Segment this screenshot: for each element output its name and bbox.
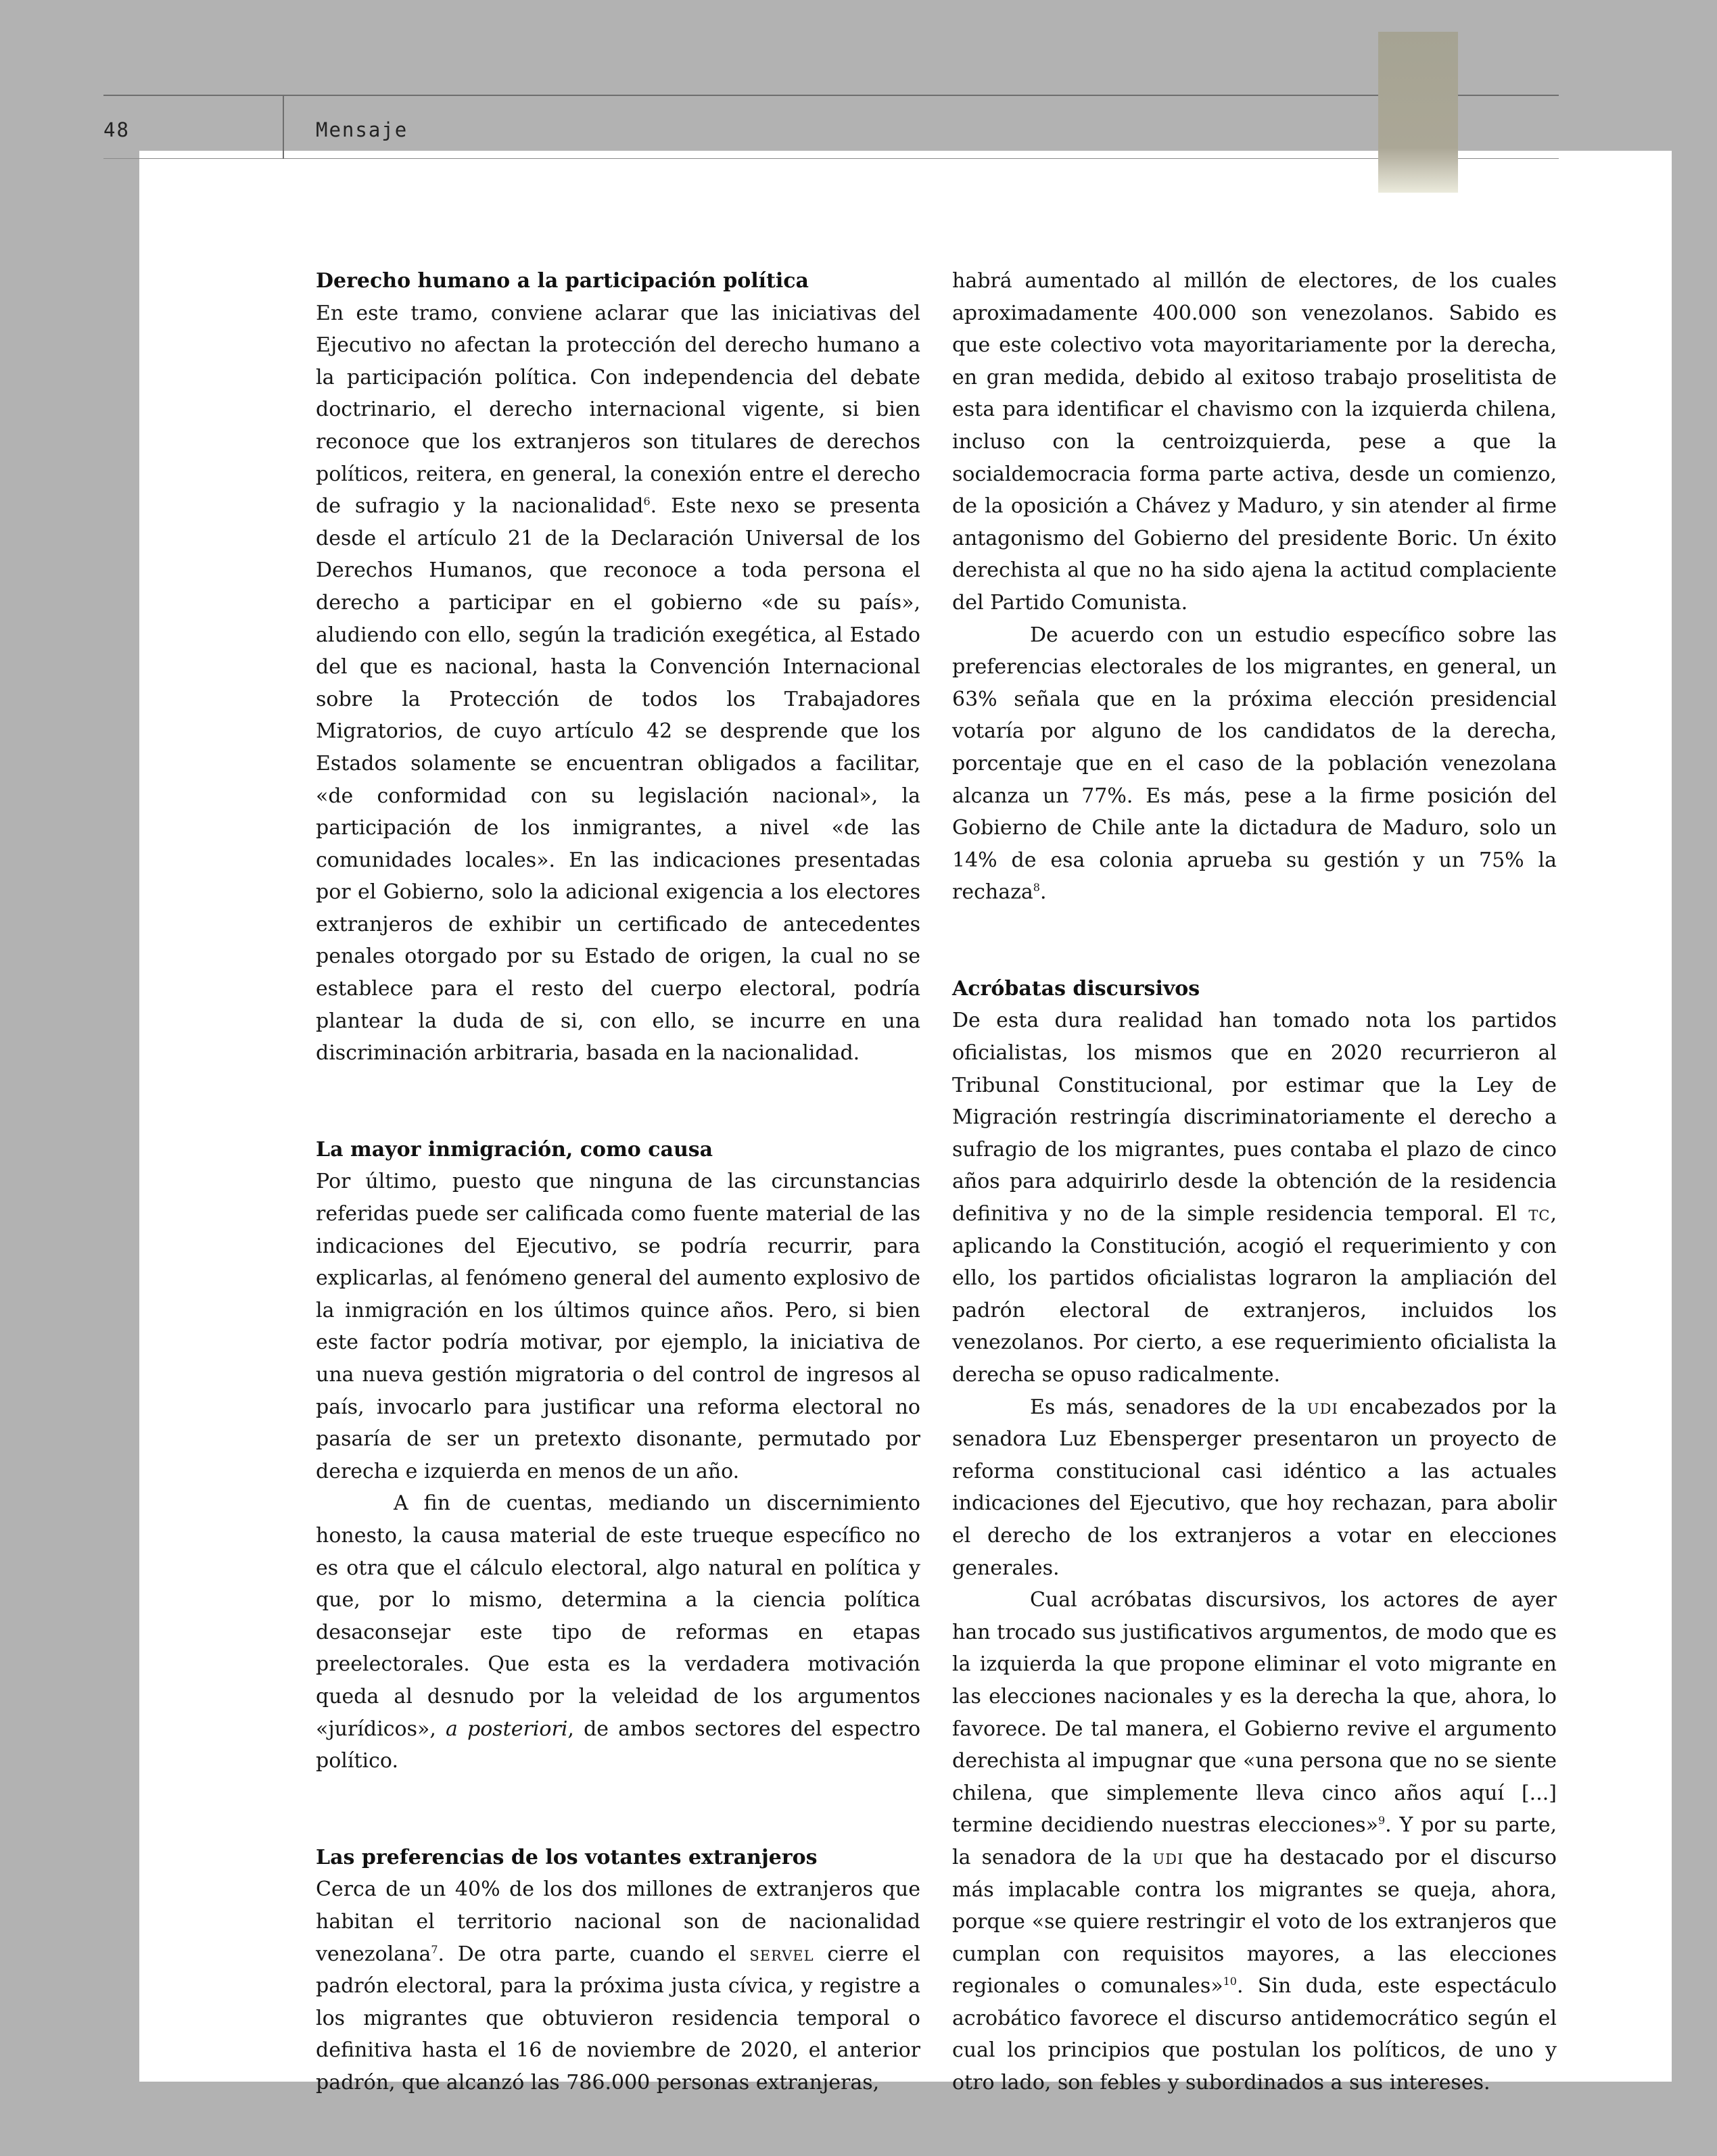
color-tab	[1378, 32, 1458, 193]
running-head: Mensaje	[316, 118, 408, 141]
acronym: udi	[1307, 1395, 1338, 1419]
footnote-ref[interactable]: 7	[431, 1942, 438, 1956]
section-heading: Acróbatas discursivos	[952, 976, 1200, 1001]
section-heading: La mayor inmigración, como causa	[316, 1137, 713, 1161]
section-gap	[316, 1070, 920, 1134]
footnote-ref[interactable]: 6	[643, 495, 651, 508]
header-rule-top	[103, 95, 1559, 96]
page-number: 48	[103, 118, 130, 141]
section-gap	[316, 1777, 920, 1842]
header-rule-bottom	[103, 158, 1559, 159]
acronym: udi	[1152, 1845, 1184, 1869]
italic-term: a posteriori	[446, 1717, 568, 1741]
footnote-ref[interactable]: 8	[1033, 881, 1040, 894]
right-column	[952, 265, 1557, 2099]
paragraph: Cual acróbatas discursivos, los actores de ayer han trocado sus justificativos argumentos, de modo que es la izquierda la que propone eliminar el voto migrante en las elecciones nacionales y es la derecha la que, ahora, lo favorece. De tal manera, el Gobierno revive el argumento derechista al impugnar que «una persona que no se siente chilena, que simplemente lleva cinco años aquí [...] termine decidiendo nuestras elecciones»$^9$. Y por su parte, la senadora de la udi que ha destacado por el discurso más implacable contra los migrantes se queja, ahora, porque «se quiere restringir el voto de los extranjeros que cumplan con requisitos mayores, a las elecciones regionales o comunales»$^{10}$. Sin duda, este espectáculo acrobático favorece el discurso antidemocrático según el cual los principios que postulan los políticos, de uno y otro lado, son febles y subordinados a sus intereses.	[952, 1588, 1557, 2095]
paragraph: habrá aumentado al millón de electores, de los cuales aproximadamente 400.000 son venezolanos. Sabido es que este colectivo vota mayoritariamente por la derecha, en gran medida, debido al exitoso trabajo proselitista de esta para identificar el chavismo con la izquierda chilena, incluso con la centroizquierda, pese a que la socialdemocracia forma parte activa, desde un comienzo, de la oposición a Chávez y Maduro, y sin atender al firme antagonismo del Gobierno del presidente Boric. Un éxito derechista al que no ha sido ajena la actitud complaciente del Partido Comunista.	[952, 269, 1557, 615]
section-heading: Derecho humano a la participación política	[316, 269, 809, 293]
acronym: servel	[749, 1942, 814, 1966]
paragraph: Cerca de un 40% de los dos millones de extranjeros que habitan el territorio nacional son de nacionalidad venezolana$^7$. De otra parte, cuando el servel cierre el padrón electoral, para la próxima justa cívica, y registre a los migrantes que obtuvieron residencia temporal o definitiva hasta el 16 de noviembre de 2020, el anterior padrón, que alcanzó las 786.000 personas extranjeras,	[316, 1877, 920, 2094]
paragraph: De esta dura realidad han tomado nota los partidos oficialistas, los mismos que en 2020 recurrieron al Tribunal Constitucional, por estimar que la Ley de Migración restringía discriminatoriamente el derecho a sufragio de los migrantes, pues contaba el plazo de cinco años para adquirirlo desde la obtención de la residencia definitiva y no de la simple residencia temporal. El tc, aplicando la Constitución, acogió el requerimiento y con ello, los partidos oficialistas lograron la ampliación del padrón electoral de extranjeros, incluidos los venezolanos. Por cierto, a ese requerimiento oficialista la derecha se opuso radicalmente.	[952, 1009, 1557, 1387]
header-divider	[283, 95, 284, 159]
left-column	[316, 265, 920, 2099]
footnote-ref[interactable]: 9	[1378, 1814, 1386, 1827]
footnote-ref[interactable]: 10	[1223, 1975, 1237, 1988]
paragraph: Es más, senadores de la udi encabezados por la senadora Luz Ebensperger presentaron un proyecto de reforma constitucional casi idéntico a las actuales indicaciones del Ejecutivo, que hoy rechazan, para abolir el derecho de los extranjeros a votar en elecciones generales.	[952, 1395, 1557, 1580]
section-gap	[952, 909, 1557, 973]
section-heading: Las preferencias de los votantes extranjeros	[316, 1845, 818, 1869]
acronym: tc	[1528, 1202, 1551, 1226]
paragraph: De acuerdo con un estudio específico sobre las preferencias electorales de los migrantes, en general, un 63% señala que en la próxima elección presidencial votaría por alguno de los candidatos de la derecha, porcentaje que en el caso de la población venezolana alcanza un 77%. Es más, pese a la firme posición del Gobierno de Chile ante la dictadura de Maduro, solo un 14% de esa colonia aprueba su gestión y un 75% la rechaza$^8$.	[952, 623, 1557, 905]
paragraph: En este tramo, conviene aclarar que las iniciativas del Ejecutivo no afectan la protección del derecho humano a la participación política. Con independencia del debate doctrinario, el derecho internacional vigente, si bien reconoce que los extranjeros son titulares de derechos políticos, reitera, en general, la conexión entre el derecho de sufragio y la nacionalidad$^6$. Este nexo se presenta desde el artículo 21 de la Declaración Universal de los Derechos Humanos, que reconoce a toda persona el derecho a participar en el gobierno «de su país», aludiendo con ello, según la tradición exegética, al Estado del que es nacional, hasta la Convención Internacional sobre la Protección de todos los Trabajadores Migratorios, de cuyo artículo 42 se desprende que los Estados solamente se encuentran obligados a facilitar, «de conformidad con su legislación nacional», la participación de los inmigrantes, a nivel «de las comunidades locales». En las indicaciones presentadas por el Gobierno, solo la adicional exigencia a los electores extranjeros de exhibir un certificado de antecedentes penales otorgado por su Estado de origen, la cual no se establece para el resto del cuerpo electoral, podría plantear la duda de si, con ello, se incurre en una discriminación arbitraria, basada en la nacionalidad.	[316, 301, 920, 1065]
paragraph: Por último, puesto que ninguna de las circunstancias referidas puede ser calificada como fuente material de las indicaciones del Ejecutivo, se podría recurrir, para explicarlas, al fenómeno general del aumento explosivo de la inmigración en los últimos quince años. Pero, si bien este factor podría motivar, por ejemplo, la iniciativa de una nueva gestión migratoria o del control de ingresos al país, invocarlo para justificar una reforma electoral no pasaría de ser un pretexto disonante, permutado por derecha e izquierda en menos de un año.	[316, 1170, 920, 1483]
paragraph: A fin de cuentas, mediando un discernimiento honesto, la causa material de este trueque específico no es otra que el cálculo electoral, algo natural en política y que, por lo mismo, determina a la ciencia política desaconsejar este tipo de reformas en etapas preelectorales. Que esta es la verdadera motivación queda al desnudo por la veleidad de los argumentos «jurídicos», a posteriori, de ambos sectores del espectro político.	[316, 1491, 921, 1773]
